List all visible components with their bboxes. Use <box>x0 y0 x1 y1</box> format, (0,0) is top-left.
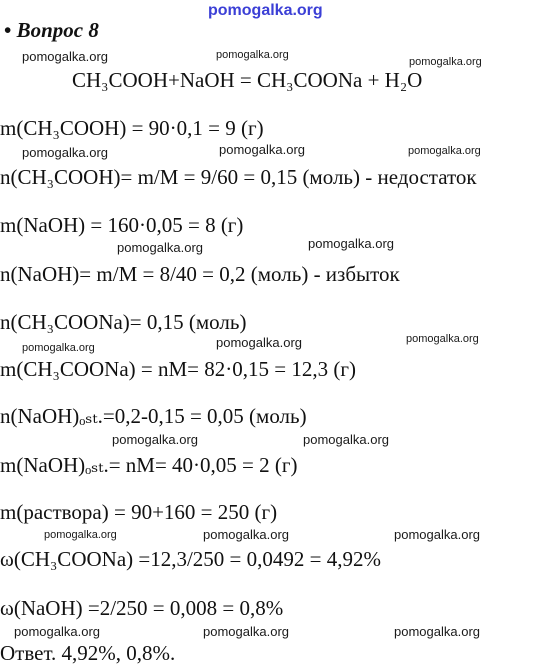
solution-line: ω(CH₃COONa) =12,3/250 = 0,0492 = 4,92% <box>0 547 381 571</box>
watermark: pomogalka.org <box>409 56 482 68</box>
watermark: pomogalka.org <box>117 240 203 255</box>
solution-line: n(NaOH)= m/M = 8/40 = 0,2 (моль) - избыток <box>0 262 400 286</box>
watermark: pomogalka.org <box>408 145 481 157</box>
solution-line: n(NaOH)ₒₛₜ.=0,2-0,15 = 0,05 (моль) <box>0 404 307 428</box>
answer-line: Ответ. 4,92%, 0,8%. <box>0 641 176 665</box>
watermark: pomogalka.org <box>406 333 479 345</box>
watermark: pomogalka.org <box>22 49 108 64</box>
watermark: pomogalka.org <box>14 624 100 639</box>
question-heading <box>4 18 99 43</box>
watermark: pomogalka.org <box>394 624 480 639</box>
solution-line: ω(NaOH) =2/250 = 0,008 = 0,8% <box>0 596 284 620</box>
reaction-equation: CH₃COOH+NaOH = CH₃COONa + H₂O <box>72 68 423 92</box>
watermark: pomogalka.org <box>219 142 305 157</box>
solution-line: n(CH₃COONa)= 0,15 (моль) <box>0 310 247 334</box>
solution-line: m(NaOH)ₒₛₜ.= nM= 40·0,05 = 2 (г) <box>0 453 298 477</box>
watermark: pomogalka.org <box>203 624 289 639</box>
watermark: pomogalka.org <box>203 527 289 542</box>
watermark: pomogalka.org <box>308 236 394 251</box>
watermark: pomogalka.org <box>303 432 389 447</box>
solution-line: m(NaOH) = 160·0,05 = 8 (г) <box>0 213 244 237</box>
watermark: pomogalka.org <box>22 145 108 160</box>
watermark: pomogalka.org <box>112 432 198 447</box>
watermark: pomogalka.org <box>22 342 95 354</box>
watermark: pomogalka.org <box>216 49 289 61</box>
solution-line: m(CH₃COOH) = 90·0,1 = 9 (г) <box>0 116 264 140</box>
solution-line: n(CH₃COOH)= m/M = 9/60 = 0,15 (моль) - недостаток <box>0 165 477 189</box>
question-title: Вопрос 8 <box>16 18 99 42</box>
bullet: • <box>4 18 12 42</box>
watermark-top: pomogalka.org <box>208 2 323 19</box>
solution-line: m(CH₃COONa) = nM= 82·0,15 = 12,3 (г) <box>0 357 356 381</box>
watermark: pomogalka.org <box>216 335 302 350</box>
watermark: pomogalka.org <box>394 527 480 542</box>
solution-line: m(раствора) = 90+160 = 250 (г) <box>0 500 278 524</box>
watermark: pomogalka.org <box>44 529 117 541</box>
